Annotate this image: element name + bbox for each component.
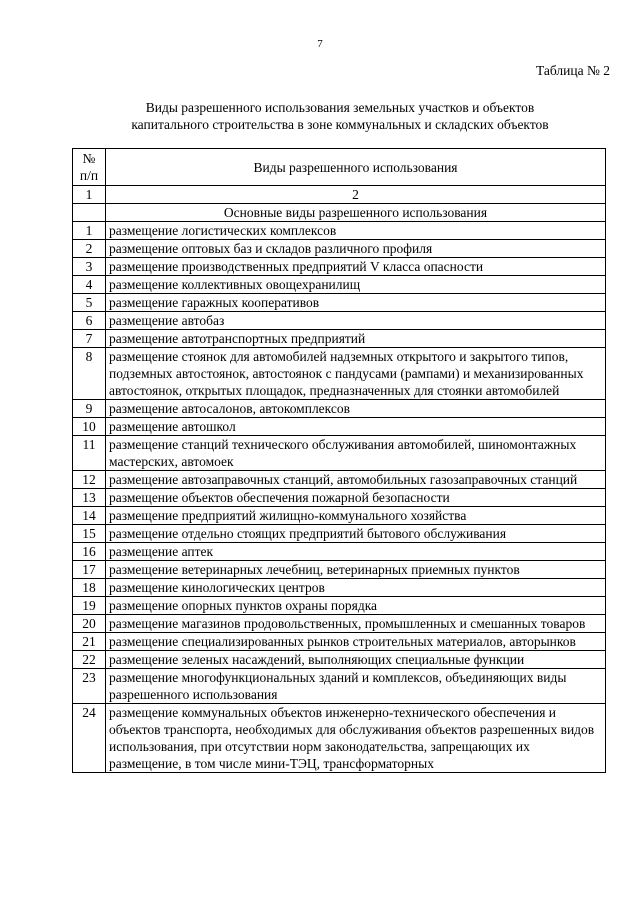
table-row <box>73 633 606 651</box>
row-description: размещение объектов обеспечения пожарной безопасности <box>106 489 606 507</box>
table-row <box>73 400 606 418</box>
row-number: 10 <box>73 418 106 436</box>
table-row <box>73 312 606 330</box>
row-number: 1 <box>73 222 106 240</box>
table-header-row <box>73 149 606 186</box>
row-number: 14 <box>73 507 106 525</box>
row-number: 12 <box>73 471 106 489</box>
table-row <box>73 258 606 276</box>
table-row <box>73 222 606 240</box>
header-number: № п/п <box>73 149 106 186</box>
row-description: размещение автошкол <box>106 418 606 436</box>
column-index: 2 <box>106 186 606 204</box>
table-row <box>73 294 606 312</box>
row-number: 5 <box>73 294 106 312</box>
row-number: 3 <box>73 258 106 276</box>
row-description: размещение оптовых баз и складов различного профиля <box>106 240 606 258</box>
row-number: 23 <box>73 669 106 704</box>
table-row <box>73 651 606 669</box>
column-index-row <box>73 186 606 204</box>
row-number: 7 <box>73 330 106 348</box>
row-description: размещение коммунальных объектов инженерно-технического обеспечения и объектов транспорта, необходимых для обслуживания объектов разрешенных видов использования, при отсутствии норм законодательства, запрещающих их размещение, в том числе мини-ТЭЦ, трансформаторных <box>106 704 606 773</box>
title-line: Виды разрешенного использования земельных участков и объектов <box>145 100 535 115</box>
row-description: размещение специализированных рынков строительных материалов, авторынков <box>106 633 606 651</box>
table-row <box>73 543 606 561</box>
table-label: Таблица № 2 <box>536 63 610 78</box>
row-number: 9 <box>73 400 106 418</box>
row-number: 24 <box>73 704 106 773</box>
table-row <box>73 561 606 579</box>
table-row <box>73 276 606 294</box>
permitted-use-table <box>72 148 606 773</box>
row-number: 2 <box>73 240 106 258</box>
row-description: размещение зеленых насаждений, выполняющих специальные функции <box>106 651 606 669</box>
table-row <box>73 471 606 489</box>
row-number: 20 <box>73 615 106 633</box>
row-description: размещение коллективных овощехранилищ <box>106 276 606 294</box>
header-description: Виды разрешенного использования <box>106 149 606 186</box>
row-number: 18 <box>73 579 106 597</box>
row-description: размещение отдельно стоящих предприятий бытового обслуживания <box>106 525 606 543</box>
row-description: размещение автосалонов, автокомплексов <box>106 400 606 418</box>
section-empty-cell <box>73 204 106 222</box>
row-number: 21 <box>73 633 106 651</box>
table-row <box>73 525 606 543</box>
table-row <box>73 436 606 471</box>
row-description: размещение многофункциональных зданий и комплексов, объединяющих виды разрешенного использования <box>106 669 606 704</box>
row-description: размещение производственных предприятий V класса опасности <box>106 258 606 276</box>
table-row <box>73 348 606 400</box>
table-row <box>73 240 606 258</box>
row-number: 11 <box>73 436 106 471</box>
row-description: размещение гаражных кооперативов <box>106 294 606 312</box>
page-number: 7 <box>317 38 323 50</box>
table-row <box>73 669 606 704</box>
table-row <box>73 507 606 525</box>
row-number: 19 <box>73 597 106 615</box>
row-number: 13 <box>73 489 106 507</box>
row-description: размещение ветеринарных лечебниц, ветеринарных приемных пунктов <box>106 561 606 579</box>
column-index: 1 <box>73 186 106 204</box>
table-row <box>73 418 606 436</box>
table-row <box>73 330 606 348</box>
section-title: Основные виды разрешенного использования <box>106 204 606 222</box>
row-description: размещение стоянок для автомобилей надземных открытого и закрытого типов, подземных автостоянок, автостоянок с пандусами (рампами) и механизированных автостоянок, открытых площадок, предназначенных для стоянки автомобилей <box>106 348 606 400</box>
row-description: размещение предприятий жилищно-коммунального хозяйства <box>106 507 606 525</box>
row-number: 8 <box>73 348 106 400</box>
row-description: размещение опорных пунктов охраны порядка <box>106 597 606 615</box>
table-row <box>73 704 606 773</box>
row-description: размещение автозаправочных станций, автомобильных газозаправочных станций <box>106 471 606 489</box>
row-description: размещение магазинов продовольственных, промышленных и смешанных товаров <box>106 615 606 633</box>
row-number: 17 <box>73 561 106 579</box>
row-number: 16 <box>73 543 106 561</box>
row-number: 6 <box>73 312 106 330</box>
row-description: размещение аптек <box>106 543 606 561</box>
row-number: 4 <box>73 276 106 294</box>
section-row <box>73 204 606 222</box>
table-row <box>73 615 606 633</box>
title-line: капитального строительства в зоне коммунальных и складских объектов <box>131 117 549 132</box>
table-row <box>73 597 606 615</box>
row-description: размещение кинологических центров <box>106 579 606 597</box>
row-description: размещение логистических комплексов <box>106 222 606 240</box>
table-row <box>73 579 606 597</box>
row-description: размещение станций технического обслуживания автомобилей, шиномонтажных мастерских, автомоек <box>106 436 606 471</box>
table-row <box>73 489 606 507</box>
row-description: размещение автотранспортных предприятий <box>106 330 606 348</box>
row-number: 22 <box>73 651 106 669</box>
row-description: размещение автобаз <box>106 312 606 330</box>
document-title <box>60 99 620 133</box>
row-number: 15 <box>73 525 106 543</box>
